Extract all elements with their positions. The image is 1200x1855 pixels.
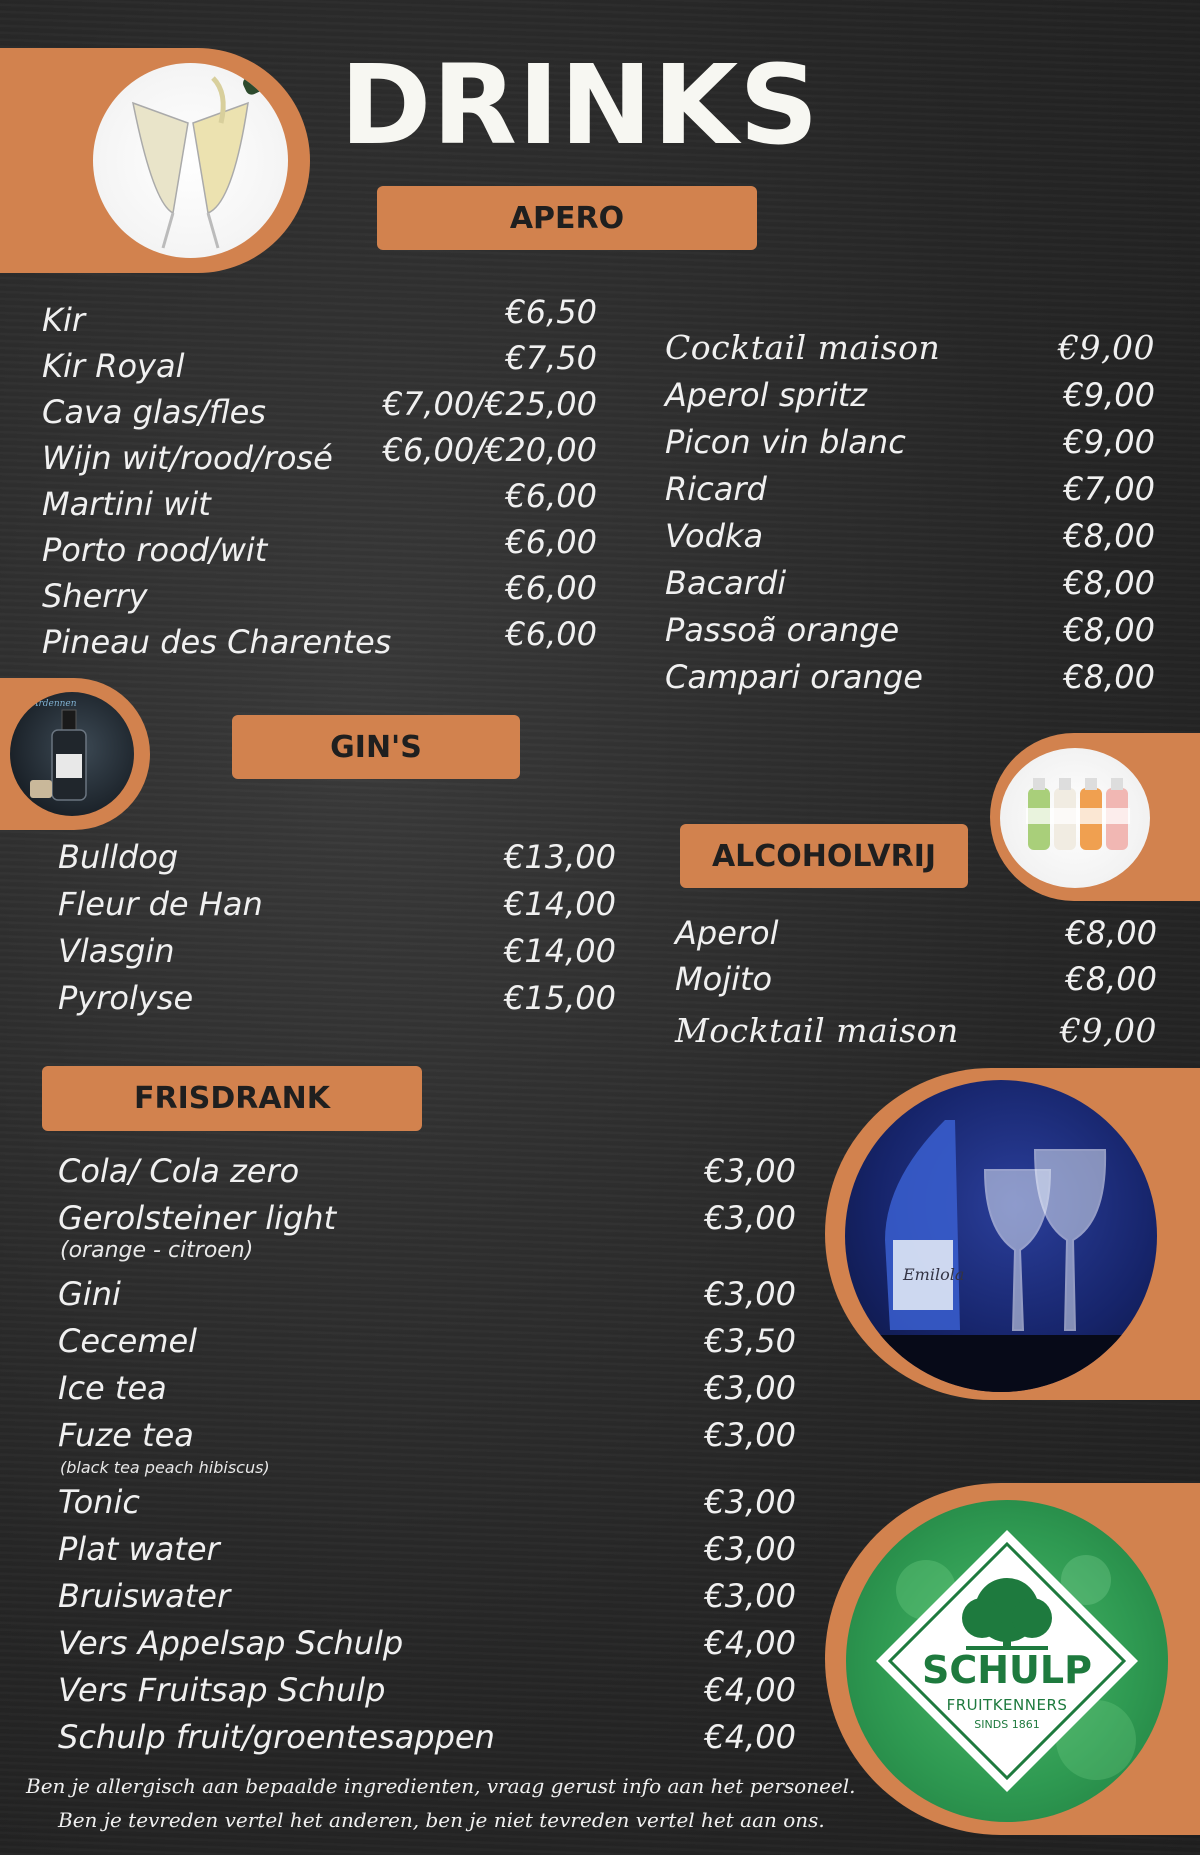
water-glasses-icon xyxy=(845,1080,1157,1392)
section-label-alcoholvrij: ALCOHOLVRIJ xyxy=(680,824,968,888)
list-item: Vers Fruitsap Schulp €4,00 xyxy=(58,1671,796,1709)
list-item: Schulp fruit/groentesappen €4,00 xyxy=(58,1718,796,1756)
footer-feedback-note: Ben je tevreden vertel het anderen, ben je niet tevreden vertel het aan ons. xyxy=(58,1808,825,1832)
list-item: Martini wit €6,00 xyxy=(42,477,597,523)
section-label-gins: GIN'S xyxy=(232,715,520,779)
schulp-brand: SCHULP xyxy=(922,1648,1092,1692)
list-item: Passoã orange €8,00 xyxy=(665,611,1155,649)
schulp-tagline: FRUITKENNERS xyxy=(946,1696,1068,1714)
list-item: Pyrolyse €15,00 xyxy=(58,979,616,1017)
svg-text:Emilola: Emilola xyxy=(903,1265,965,1284)
list-item: Ricard €7,00 xyxy=(665,470,1155,508)
list-item: Campari orange €8,00 xyxy=(665,658,1155,696)
svg-text:de Ardennen: de Ardennen xyxy=(18,699,77,709)
list-item: Kir Royal €7,50 xyxy=(42,339,597,385)
list-item: Gerolsteiner light €3,00 xyxy=(58,1199,796,1237)
bottles-icon xyxy=(1000,748,1150,888)
list-item: Cola/ Cola zero €3,00 xyxy=(58,1152,796,1190)
list-item: Tonic €3,00 xyxy=(58,1483,796,1521)
list-item: Fleur de Han €14,00 xyxy=(58,885,616,923)
list-item: Plat water €3,00 xyxy=(58,1530,796,1568)
list-item: Gini €3,00 xyxy=(58,1275,796,1313)
item-note: (black tea peach hibiscus) xyxy=(60,1458,270,1477)
list-item: Mocktail maison €9,00 xyxy=(675,1011,1157,1050)
list-item: Fuze tea €3,00 xyxy=(58,1416,796,1454)
list-item: Ice tea €3,00 xyxy=(58,1369,796,1407)
list-item: Bruiswater €3,00 xyxy=(58,1577,796,1615)
section-label-frisdrank: FRISDRANK xyxy=(42,1066,422,1131)
gin-bottle-photo xyxy=(10,692,134,816)
list-item: Porto rood/wit €6,00 xyxy=(42,523,597,569)
list-item: Vers Appelsap Schulp €4,00 xyxy=(58,1624,796,1662)
list-item: Mojito €8,00 xyxy=(675,960,1157,998)
list-item: Picon vin blanc €9,00 xyxy=(665,423,1155,461)
bottles-photo xyxy=(1000,748,1150,888)
list-item: Wijn wit/rood/rosé €6,00/€20,00 xyxy=(42,431,597,477)
champagne-glasses-icon xyxy=(93,63,288,258)
gin-bottle-icon xyxy=(10,692,134,816)
item-note: (orange - citroen) xyxy=(60,1238,254,1263)
page-title: DRINKS xyxy=(340,41,820,169)
section-label-apero: APERO xyxy=(377,186,757,250)
list-item: Cocktail maison €9,00 xyxy=(665,328,1155,367)
list-item: Bacardi €8,00 xyxy=(665,564,1155,602)
footer-allergy-note: Ben je allergisch aan bepaalde ingredienten, vraag gerust info aan het personeel. xyxy=(26,1774,856,1798)
list-item: Aperol €8,00 xyxy=(675,914,1157,952)
water-bottle-photo xyxy=(845,1080,1157,1392)
list-item: Kir €6,50 xyxy=(42,293,597,339)
list-item: Cava glas/fles €7,00/€25,00 xyxy=(42,385,597,431)
schulp-logo xyxy=(846,1500,1168,1822)
list-item: Cecemel €3,50 xyxy=(58,1322,796,1360)
list-item: Pineau des Charentes €6,00 xyxy=(42,615,597,661)
list-item: Vlasgin €14,00 xyxy=(58,932,616,970)
list-item: Aperol spritz €9,00 xyxy=(665,376,1155,414)
list-item: Bulldog €13,00 xyxy=(58,838,616,876)
schulp-since: SINDS 1861 xyxy=(974,1718,1040,1731)
list-item: Sherry €6,00 xyxy=(42,569,597,615)
champagne-photo xyxy=(93,63,288,258)
list-item: Vodka €8,00 xyxy=(665,517,1155,555)
